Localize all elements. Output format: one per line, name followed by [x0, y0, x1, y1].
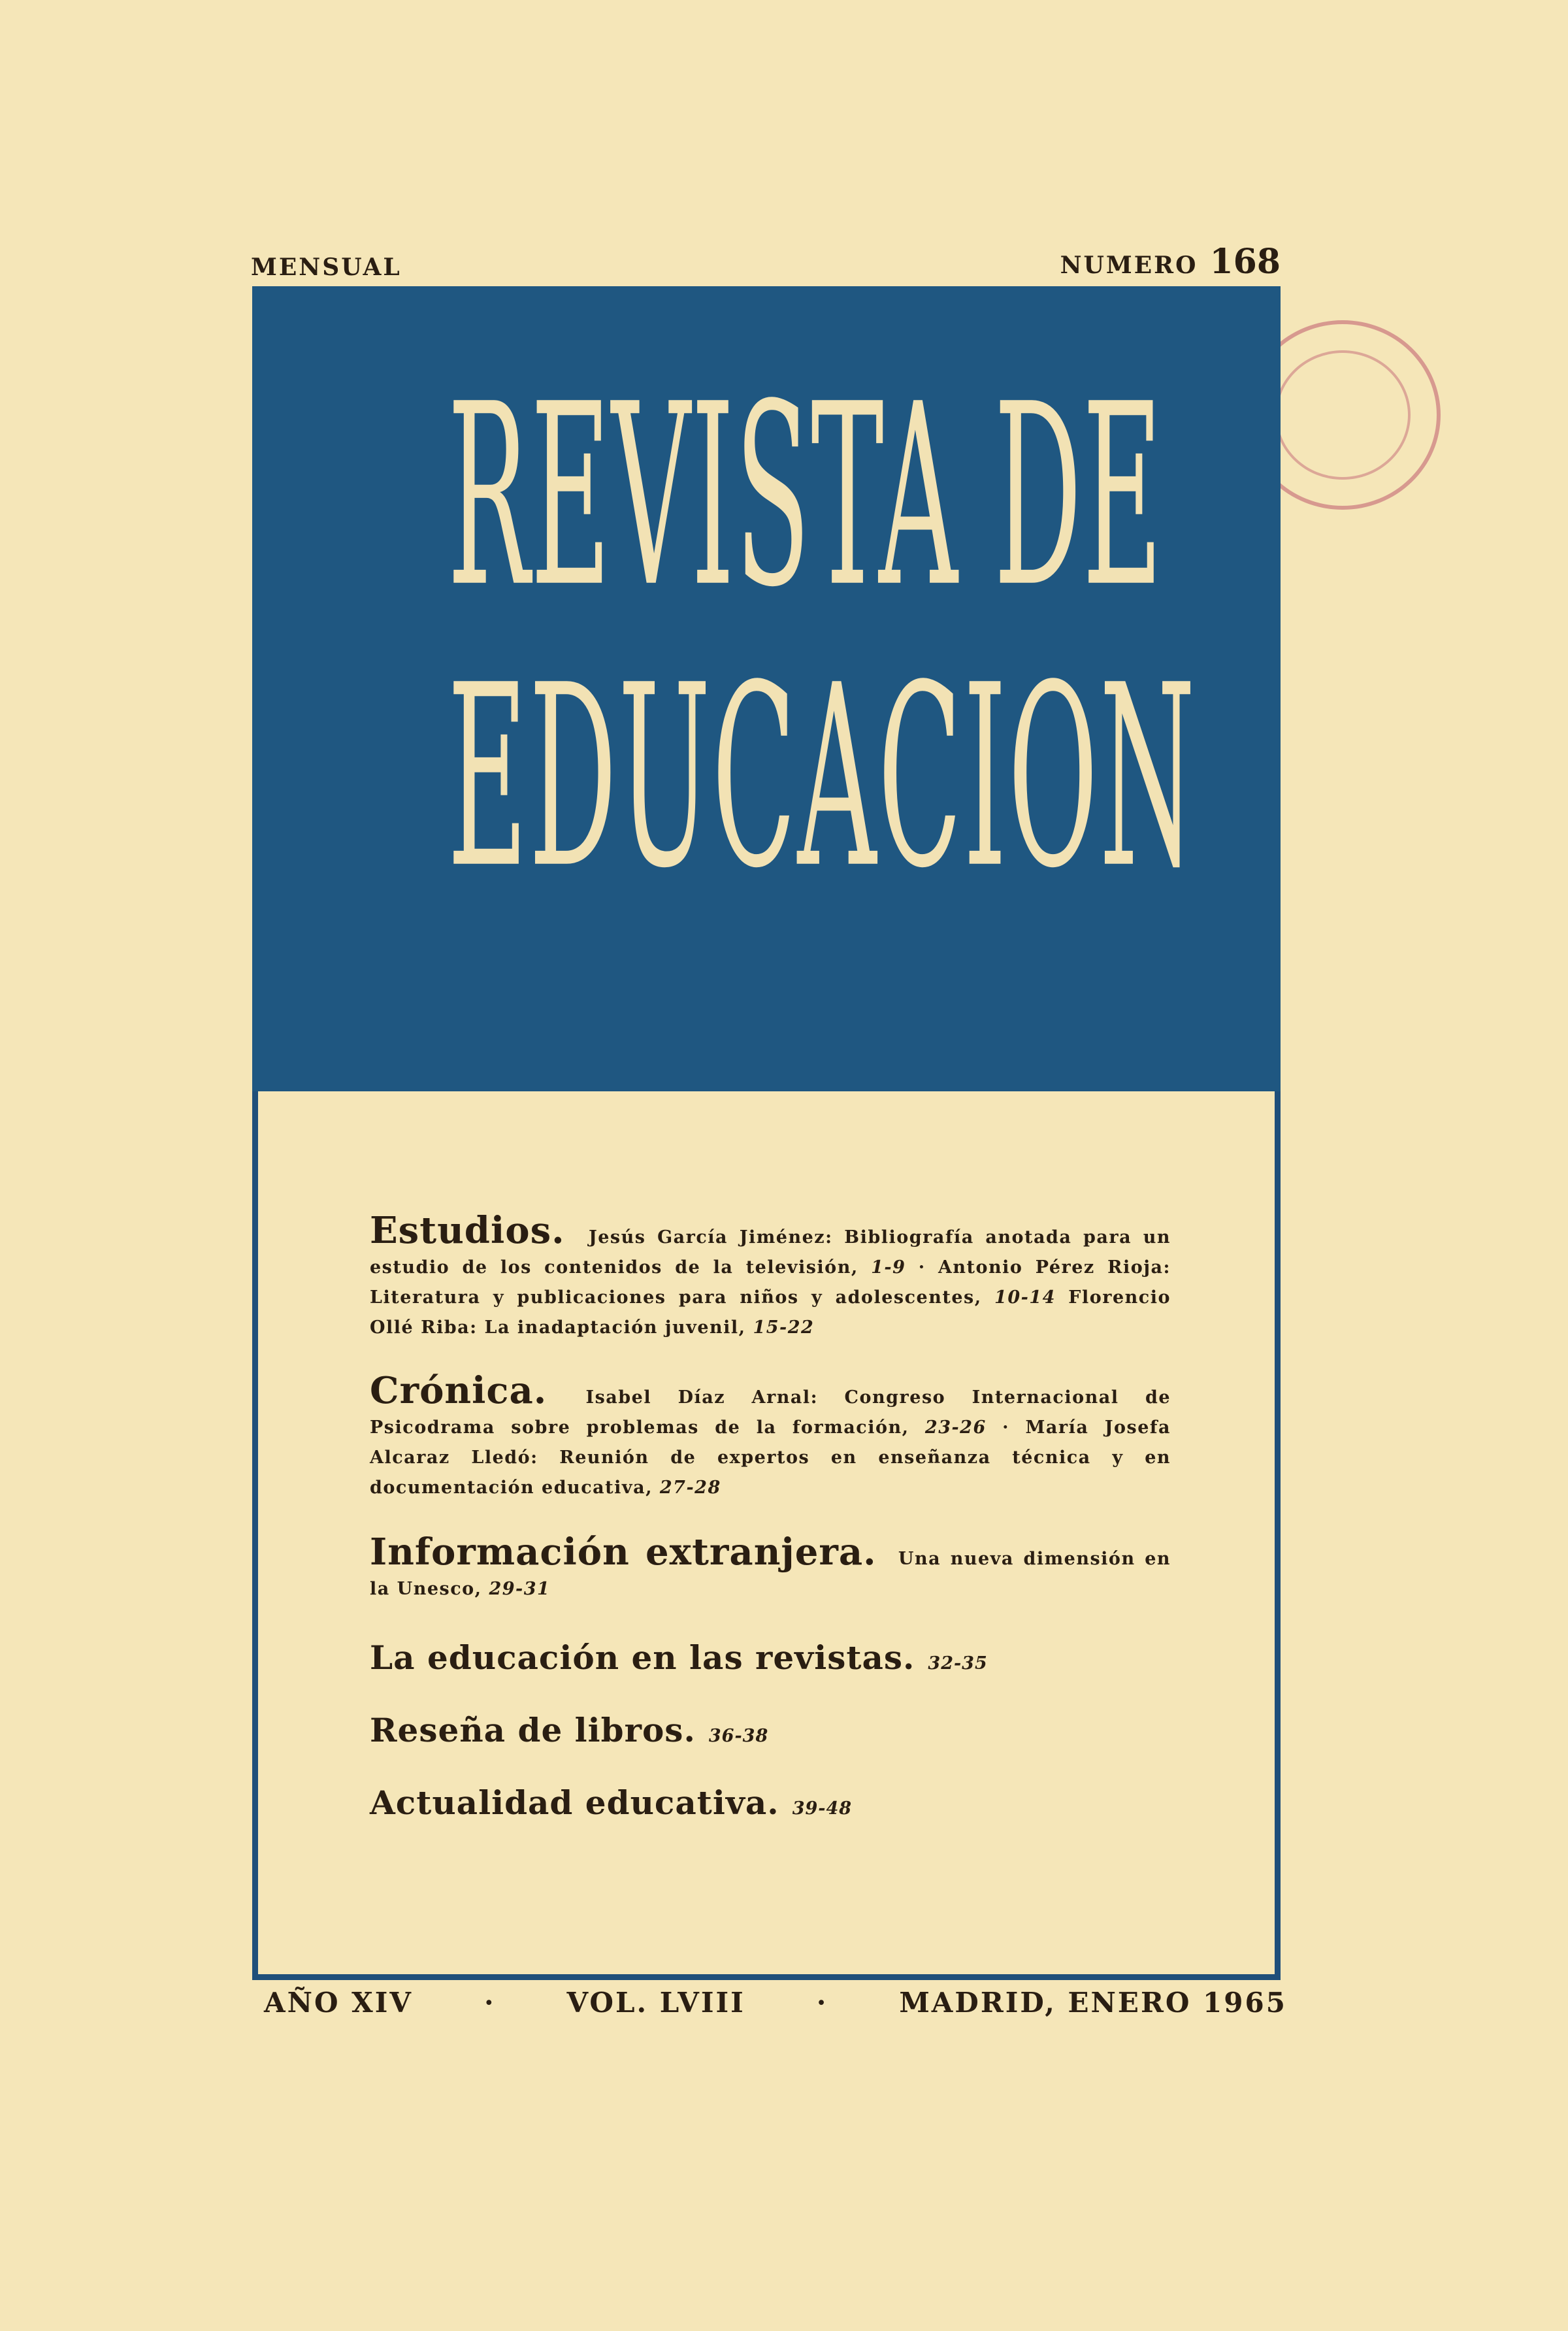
toc-pages: 29-31 — [489, 1579, 551, 1599]
toc-pages: 36-38 — [708, 1726, 769, 1746]
toc-text: Una nueva dimensión en la Unesco, — [370, 1549, 1171, 1599]
toc-entry-actualidad — [370, 1783, 1171, 1822]
toc-text: Florencio Ollé Riba: La inadaptación juvenil, — [370, 1287, 1171, 1338]
toc-entry-libros — [370, 1711, 1171, 1749]
toc-heading-revistas: La educación en las revistas. — [370, 1638, 915, 1677]
toc-heading-estudios: Estudios. — [370, 1209, 565, 1252]
title-line-1: REVISTA DE — [448, 350, 1164, 642]
toc-pages: 23-26 — [924, 1417, 987, 1438]
toc-entry-revistas — [370, 1638, 1171, 1677]
imprint-volume: VOL. LVIII — [566, 1987, 745, 2019]
toc-pages: 27-28 — [659, 1478, 721, 1498]
title-panel — [252, 286, 1281, 1091]
title-line-2: EDUCACION — [448, 631, 1197, 923]
toc-pages: 15-22 — [753, 1317, 815, 1338]
table-of-contents — [370, 1209, 1171, 1856]
toc-heading-informacion: Información extranjera. — [370, 1530, 877, 1574]
imprint-line — [264, 1987, 1287, 2019]
library-stamp-inner — [1275, 350, 1411, 480]
toc-pages: 10-14 — [994, 1287, 1056, 1308]
toc-text: · Antonio Pérez Rioja: Literatura y publicaciones para niños y adolescentes, — [370, 1257, 1171, 1308]
toc-heading-actualidad: Actualidad educativa. — [370, 1783, 779, 1822]
toc-text: · María Josefa Alcaraz Lledó: Reunión de expertos en enseñanza técnica y en documentación educativa, — [370, 1417, 1171, 1498]
toc-heading-cronica: Crónica. — [370, 1369, 547, 1412]
imprint-separator: · — [816, 1987, 828, 2019]
toc-pages: 1-9 — [871, 1257, 906, 1278]
imprint-place-date: MADRID, ENERO 1965 — [899, 1987, 1287, 2019]
toc-entry-estudios — [370, 1209, 1171, 1343]
toc-heading-libros: Reseña de libros. — [370, 1711, 696, 1749]
frequency-label: MENSUAL — [251, 254, 402, 281]
toc-pages: 32-35 — [928, 1653, 988, 1674]
issue-number-value: 168 — [1209, 242, 1281, 282]
toc-entry-cronica — [370, 1369, 1171, 1503]
toc-pages: 39-48 — [792, 1798, 853, 1819]
toc-text: Jesús García Jiménez: Bibliografía anotada para un estudio de los contenidos de la televisión, — [370, 1227, 1171, 1278]
imprint-separator: · — [483, 1987, 496, 2019]
imprint-year: AÑO XIV — [264, 1987, 414, 2019]
issue-number-label: NUMERO — [1060, 252, 1198, 279]
toc-text: Isabel Díaz Arnal: Congreso Internacional de Psicodrama sobre problemas de la formación, — [370, 1387, 1171, 1438]
issue-number — [1060, 242, 1281, 282]
toc-entry-informacion — [370, 1530, 1171, 1604]
